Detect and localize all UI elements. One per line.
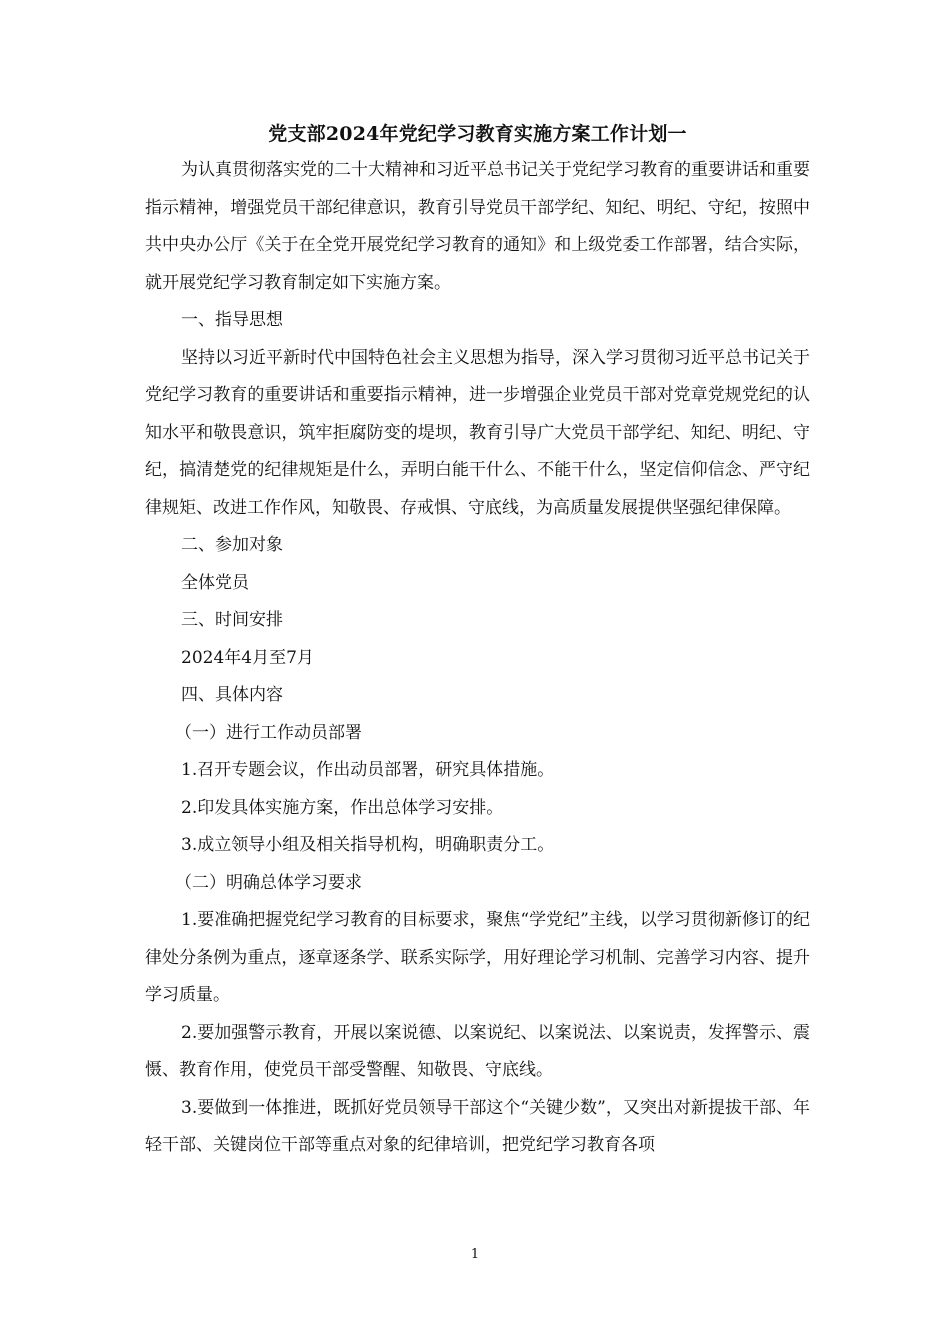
document-body	[145, 116, 810, 1165]
mobilization-item-2: 2.印发具体实施方案，作出总体学习安排。	[181, 797, 504, 818]
study-requirement-2: 2.要加强警示教育，开展以案说德、以案说纪、以案说法、以案说责，发挥警示、震慑、教育作用，使党员干部受警醒、知敬畏、守底线。	[145, 1022, 810, 1080]
mobilization-item-1: 1.召开专题会议，作出动员部署，研究具体措施。	[181, 760, 555, 780]
section-heading-schedule: 三、时间安排	[181, 610, 283, 630]
document-title: 党支部2024年党纪学习教育实施方案工作计划一	[268, 123, 687, 145]
study-requirement-1: 1.要准确把握党纪学习教育的目标要求，聚焦“学党纪”主线，以学习贯彻新修订的纪律处分条例为重点，逐章逐条学、联系实际学，用好理论学习机制、完善学习内容、提升学习质量。	[145, 910, 810, 1005]
participants-paragraph: 全体党员	[181, 572, 249, 593]
section-heading-content: 四、具体内容	[181, 685, 283, 705]
page-number: 1	[470, 1247, 480, 1262]
schedule-paragraph: 2024年4月至7月	[181, 647, 314, 668]
section-heading-guiding-ideology: 一、指导思想	[181, 310, 283, 330]
section-heading-participants: 二、参加对象	[181, 535, 283, 555]
mobilization-item-3: 3.成立领导小组及相关指导机构，明确职责分工。	[181, 835, 555, 855]
intro-paragraph: 为认真贯彻落实党的二十大精神和习近平总书记关于党纪学习教育的重要讲话和重要指示精神，增强党员干部纪律意识，教育引导党员干部学纪、知纪、明纪、守纪，按照中共中央办公厅《关于在全党开展党纪学习教育的通知》和上级党委工作部署，结合实际，就开展党纪学习教育制定如下实施方案。	[145, 160, 810, 293]
guiding-ideology-paragraph: 坚持以习近平新时代中国特色社会主义思想为指导，深入学习贯彻习近平总书记关于党纪学习教育的重要讲话和重要指示精神，进一步增强企业党员干部对党章党规党纪的认知水平和敬畏意识，筑牢拒腐防变的堤坝，教育引导广大党员干部学纪、知纪、明纪、守纪，搞清楚党的纪律规矩是什么，弄明白能干什么、不能干什么，坚定信仰信念、严守纪律规矩、改进工作作风，知敬畏、存戒惧、守底线，为高质量发展提供坚强纪律保障。	[145, 347, 810, 518]
subsection-heading-study-requirements: （二）明确总体学习要求	[175, 872, 362, 893]
study-requirement-3: 3.要做到一体推进，既抓好党员领导干部这个“关键少数”，又突出对新提拔干部、年轻干部、关键岗位干部等重点对象的纪律培训，把党纪学习教育各项	[145, 1097, 810, 1155]
subsection-heading-mobilization: （一）进行工作动员部署	[175, 722, 362, 743]
